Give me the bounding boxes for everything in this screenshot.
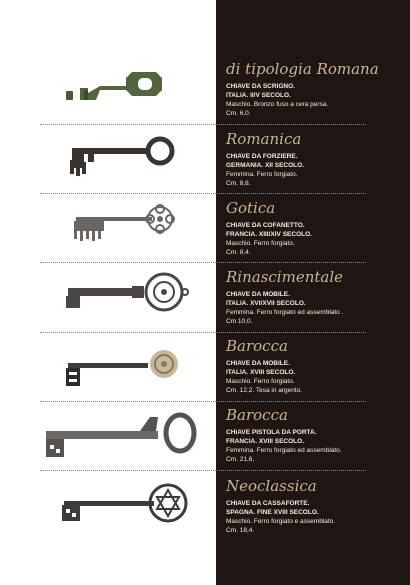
entry-heading: Gotica	[226, 199, 276, 217]
pistol-key-icon	[40, 405, 200, 465]
entry-origin: GERMANIA. XII SECOLO.	[226, 162, 305, 169]
entry-title: CHIAVE DA MOBILE.	[226, 360, 290, 367]
entry-size: Cm 10,0.	[226, 318, 253, 325]
entry-size: Cm. 6,0.	[226, 110, 251, 117]
entry-size: Cm. 8,8.	[226, 180, 251, 187]
entry-heading: Barocca	[226, 337, 288, 355]
entry-origin: ITALIA. XVIII SECOLO.	[226, 369, 296, 376]
entry-material: Maschio. Ferro forgiato.	[226, 378, 295, 385]
entry-material: Femmina. Ferro forgiato ed assemblato.	[226, 447, 342, 454]
gothic-key-icon	[40, 196, 200, 256]
baroque-key-icon	[40, 338, 200, 398]
entry-origin: FRANCIA. XIII/XIV SECOLO.	[226, 231, 312, 238]
entry-heading: Romanica	[226, 130, 302, 148]
entry-material: Maschio. Ferro forgiato.	[226, 240, 295, 247]
renaissance-key-icon	[40, 264, 200, 324]
entry-title: CHIAVE DA MOBILE.	[226, 291, 290, 298]
entry-material: Maschio. Bronzo fuso a cera persa.	[226, 101, 329, 108]
entry-baroque-pistol	[226, 406, 406, 464]
entry-heading: Rinascimentale	[226, 268, 343, 286]
entry-size: Cm. 21,6.	[226, 456, 255, 463]
neoclassical-key-icon	[40, 475, 200, 535]
entry-material: Femmina. Ferro forgiato ed assemblato .	[226, 309, 344, 316]
entry-renaissance	[226, 268, 406, 326]
row-divider	[40, 332, 366, 333]
entry-baroque-mobile	[226, 337, 406, 395]
entry-neoclassical	[226, 477, 406, 535]
entry-heading: Neoclassica	[226, 477, 317, 495]
entry-origin: ITALIA. XVI/XVII SECOLO.	[226, 300, 306, 307]
entry-origin: SPAGNA. FINE XVIII SECOLO.	[226, 509, 319, 516]
entry-size: Cm. 8,4.	[226, 249, 251, 256]
entry-title: CHIAVE DA COFANETTO.	[226, 222, 305, 229]
entry-heading: Barocca	[226, 406, 288, 424]
row-divider	[40, 193, 366, 194]
entry-origin: FRANCIA. XVIII SECOLO.	[226, 438, 305, 445]
entry-title: CHIAVE DA CASSAFORTE.	[226, 500, 310, 507]
row-divider	[40, 124, 366, 125]
entry-material: Femmina. Ferro forgiato.	[226, 171, 298, 178]
entry-title: CHIAVE DA SCRIGNO.	[226, 83, 295, 90]
entry-origin: ITALIA. II/V SECOLO.	[226, 92, 291, 99]
entry-heading: di tipologia Romana	[226, 60, 379, 78]
row-divider	[40, 401, 366, 402]
entry-romanesque	[226, 130, 406, 188]
entry-title: CHIAVE DA FORZIERE.	[226, 153, 298, 160]
entry-size: Cm. 12,2. Tesa in argento.	[226, 387, 303, 394]
entry-size: Cm. 18,4.	[226, 527, 255, 534]
row-divider	[40, 470, 366, 471]
romanesque-key-icon	[40, 126, 200, 186]
roman-key-icon	[40, 60, 200, 120]
row-divider	[40, 262, 366, 263]
entry-title: CHIAVE PISTOLA DA PORTA.	[226, 429, 317, 436]
entry-roman	[226, 60, 406, 118]
entry-material: Maschio. Ferro forgiato e assemblato.	[226, 518, 336, 525]
entry-gothic	[226, 199, 406, 257]
